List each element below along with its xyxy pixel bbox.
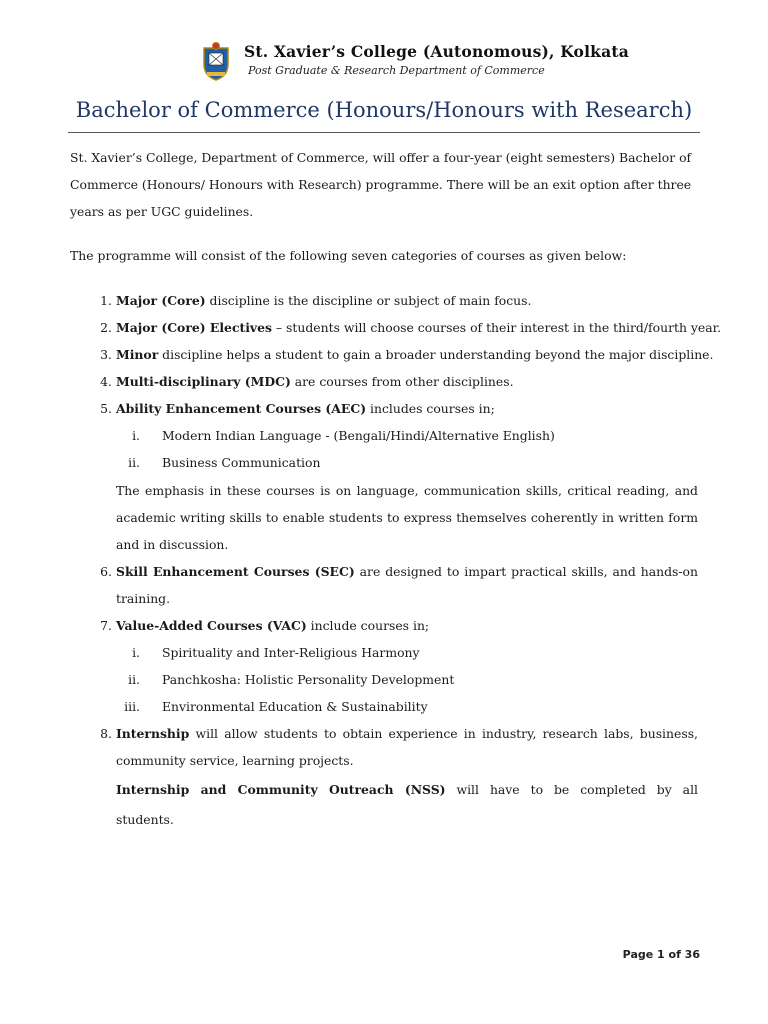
aec-note-line-2: academic writing skills to enable students to express themselves coherently in written form [116, 510, 698, 525]
item-description: – students will choose courses of their interest in the third/fourth year. [271, 320, 722, 335]
intro-line-1: St. Xavier’s College, Department of Commerce, will offer a four-year (eight semesters) Bachelor of [70, 150, 692, 165]
item-term: Value-Added Courses (VAC) [116, 618, 307, 633]
item-description: are designed to impart practical skills, and hands-on [354, 564, 698, 579]
aec-note-line-1: The emphasis in these courses is on language, communication skills, critical reading, and [116, 483, 698, 498]
sub-item-number: i. [132, 428, 140, 443]
item-number: 2. [100, 320, 112, 335]
sub-item-number: iii. [124, 699, 140, 714]
item-term: Minor [116, 347, 159, 362]
item-description: will allow students to obtain experience in industry, research labs, business, [189, 726, 698, 741]
item-number: 3. [100, 347, 112, 362]
item-term: Major (Core) [116, 293, 206, 308]
item-number: 8. [100, 726, 112, 741]
sub-item-number: ii. [128, 455, 140, 470]
item-number: 5. [100, 401, 112, 416]
intro-line-2: Commerce (Honours/ Honours with Research) programme. There will be an exit option after three [70, 177, 692, 192]
item-description: discipline helps a student to gain a broader understanding beyond the major discipline. [158, 347, 714, 362]
internship-note-term: Internship and Community Outreach (NSS) [116, 782, 446, 797]
item-number: 1. [100, 293, 112, 308]
aec-note-line-3: and in discussion. [116, 537, 229, 552]
item-term: Multi-disciplinary (MDC) [116, 374, 291, 389]
item-number: 6. [100, 564, 112, 579]
item-term: Major (Core) Electives [116, 320, 272, 335]
item-term: Skill Enhancement Courses (SEC) [116, 564, 355, 579]
sub-item-text: Spirituality and Inter-Religious Harmony [162, 645, 420, 660]
item-term: Ability Enhancement Courses (AEC) [116, 401, 367, 416]
item-number: 7. [100, 618, 112, 633]
sub-item-number: ii. [128, 672, 140, 687]
sub-item-number: i. [132, 645, 140, 660]
internship-note-continued: students. [116, 812, 174, 827]
lead-sentence: The programme will consist of the following seven categories of courses as given below: [70, 248, 627, 263]
internship-note [116, 776, 698, 804]
page-number: Page 1 of 36 [622, 948, 700, 961]
college-crest-icon [200, 42, 232, 82]
sub-item-text: Modern Indian Language - (Bengali/Hindi/Alternative English) [162, 428, 555, 443]
sub-item-text: Environmental Education & Sustainability [162, 699, 428, 714]
department-name: Post Graduate & Research Department of Commerce [248, 64, 545, 77]
item-description: include courses in; [306, 618, 430, 633]
document-header [0, 40, 768, 84]
item-description-continued: training. [116, 591, 171, 606]
item-description: are courses from other disciplines. [290, 374, 514, 389]
title-divider [68, 132, 700, 133]
item-description-continued: community service, learning projects. [116, 753, 354, 768]
item-term: Internship [116, 726, 190, 741]
sub-item-text: Panchkosha: Holistic Personality Development [162, 672, 455, 687]
intro-line-3: years as per UGC guidelines. [70, 204, 254, 219]
college-name: St. Xavier’s College (Autonomous), Kolkata [244, 42, 629, 61]
item-number: 4. [100, 374, 112, 389]
document-title: Bachelor of Commerce (Honours/Honours with Research) [75, 98, 693, 122]
item-description: discipline is the discipline or subject of main focus. [205, 293, 532, 308]
item-description: includes courses in; [366, 401, 495, 416]
sub-item-text: Business Communication [162, 455, 321, 470]
internship-note-text: will have to be completed by all [445, 782, 698, 797]
